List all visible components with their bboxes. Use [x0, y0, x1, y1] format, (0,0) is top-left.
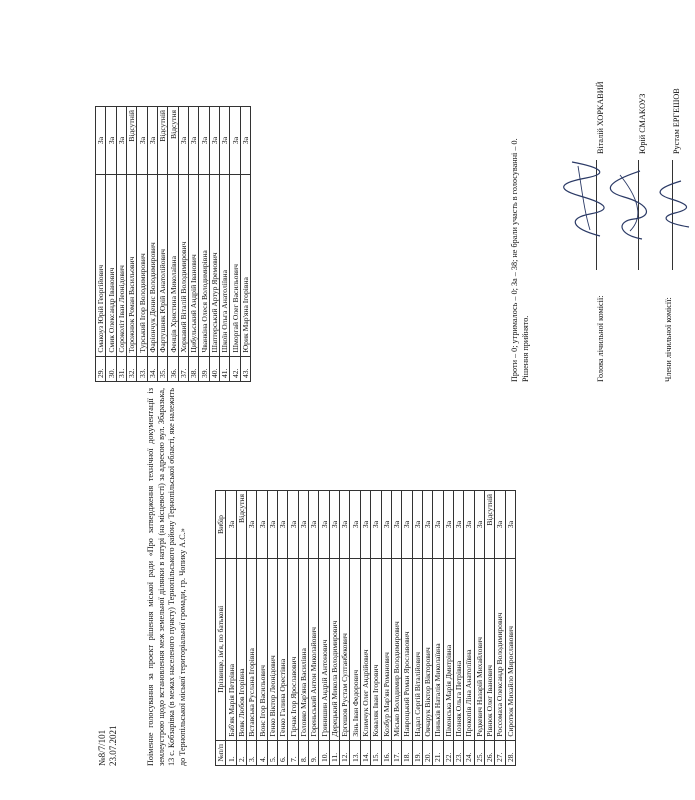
vote-choice: За [329, 491, 339, 559]
table-row [288, 491, 298, 766]
row-number: 2. [236, 740, 246, 765]
deputy-name: Шкоїн Ольга Анатоліївна [220, 175, 230, 357]
table-row [199, 107, 209, 382]
column-header-number: №п/п [216, 740, 226, 765]
vote-choice: За [278, 491, 288, 559]
vote-choice: За [226, 491, 236, 559]
deputy-name: Смакоуз Юрій Георгійович [96, 175, 106, 357]
table-row [474, 491, 484, 766]
table-row [412, 491, 422, 766]
deputy-name: Фенців Христина Миколаївна [168, 175, 178, 357]
vote-choice: За [189, 107, 199, 175]
row-number: 23. [453, 740, 463, 765]
row-number: 27. [495, 740, 505, 765]
chair-name: Віталій ХОРКАВИЙ [596, 81, 605, 154]
deputy-name: Смик Олександр Іванович [106, 175, 116, 357]
row-number: 10. [319, 740, 329, 765]
row-number: 25. [474, 740, 484, 765]
row-number: 24. [464, 740, 474, 765]
vote-choice: За [381, 491, 391, 559]
vote-choice: За [178, 107, 188, 175]
row-number: 15. [371, 740, 381, 765]
row-number: 31. [116, 356, 126, 381]
vote-choice: За [340, 491, 350, 559]
deputy-name: Коваляк Іван Ігорович [371, 559, 381, 741]
row-number: 30. [106, 356, 116, 381]
deputy-name: Пімонська Марія Дмитрівна [443, 559, 453, 741]
vote-table-part-1 [215, 490, 516, 766]
row-number: 3. [247, 740, 257, 765]
vote-choice: За [220, 107, 230, 175]
row-number: 33. [137, 356, 147, 381]
vote-choice: Відсутній [158, 107, 168, 175]
deputy-name: Редкевич Назарій Михайлович [474, 559, 484, 741]
table-row [168, 107, 178, 382]
deputy-name: Вставська Руслана Ігорівна [247, 559, 257, 741]
deputy-name: Зінь Іван Федорович [350, 559, 360, 741]
deputy-name: Россомаха Олександр Володимирович [495, 559, 505, 741]
vote-choice: За [288, 491, 298, 559]
vote-choice: За [495, 491, 505, 559]
vote-choice: За [402, 491, 412, 559]
table-row [391, 491, 401, 766]
vote-choice: Відсутня [168, 107, 178, 175]
deputy-name: Баб'як Марія Петрівна [226, 559, 236, 741]
vote-choice: За [319, 491, 329, 559]
row-number: 40. [209, 356, 219, 381]
deputy-name: Сиротюк Михайло Мирославович [505, 559, 515, 741]
column-header-vote: Вибір [216, 491, 226, 559]
member2-name: Рустам ЕРГЕШОВ [672, 88, 681, 154]
vote-summary [510, 82, 531, 382]
table-row [319, 491, 329, 766]
table-row [106, 107, 116, 382]
row-number: 19. [412, 740, 422, 765]
table-row [247, 491, 257, 766]
table-row [298, 491, 308, 766]
member2-handwritten-signature [655, 175, 695, 235]
vote-counts: Проти – 0; утрималось – 0; За – 38; не брали участь в голосуванні – 0. [510, 138, 519, 382]
deputy-name: Гринишин Андрій Антонович [319, 559, 329, 741]
vote-choice: За [433, 491, 443, 559]
deputy-name: Головко Мар'яна Василівна [298, 559, 308, 741]
vote-table-part-2 [95, 106, 251, 382]
row-number: 20. [422, 740, 432, 765]
row-number: 42. [230, 356, 240, 381]
vote-choice: За [505, 491, 515, 559]
row-number: 1. [226, 740, 236, 765]
vote-choice: За [309, 491, 319, 559]
deputy-name: Позняк Ольга Петрівна [453, 559, 463, 741]
deputy-name: Надал Сергій Віталійович [412, 559, 422, 741]
deputy-name: Климчук Олег Андрійович [360, 559, 370, 741]
vote-choice: За [209, 107, 219, 175]
table-row [220, 107, 230, 382]
table-row [484, 491, 494, 766]
deputy-name: Чванкіна Олеся Володимирівна [199, 175, 209, 357]
chair-handwritten-signature [560, 160, 610, 240]
deputy-name: Ергешов Рустам Султанбекович [340, 559, 350, 741]
deputy-name: Турський Ігор Володимирович [137, 175, 147, 357]
vote-choice: За [147, 107, 157, 175]
vote-choice: За [106, 107, 116, 175]
table-row [309, 491, 319, 766]
deputy-name: Фаріончук Денис Володимирович [147, 175, 157, 357]
deputy-name: Вовк Любов Ігорівна [236, 559, 246, 741]
vote-choice: За [137, 107, 147, 175]
vote-choice: За [116, 107, 126, 175]
deputy-name: Генко Віктор Леонідович [267, 559, 277, 741]
vote-choice: За [453, 491, 463, 559]
members-role: Члени лічильної комісії: [664, 297, 673, 382]
deputy-name: Шаптерський Артур Яремович [209, 175, 219, 357]
row-number: 7. [288, 740, 298, 765]
table-row [127, 107, 137, 382]
member1-name: Юрій СМАКОУЗ [638, 93, 647, 154]
table-row [178, 107, 188, 382]
deputy-name: Генко Галина Орестівна [278, 559, 288, 741]
vote-choice: За [474, 491, 484, 559]
member1-handwritten-signature [610, 165, 655, 245]
table-row [230, 107, 240, 382]
deputy-name: Сороколіт Іван Леонідович [116, 175, 126, 357]
vote-choice: За [240, 107, 250, 175]
table-row [278, 491, 288, 766]
vote-choice: За [257, 491, 267, 559]
deputy-name: Пиньків Наталія Миколаївна [433, 559, 443, 741]
document-date: 23.07.2021 [108, 725, 118, 766]
vote-choice: За [443, 491, 453, 559]
row-number: 4. [257, 740, 267, 765]
table-row [240, 107, 250, 382]
row-number: 26. [484, 740, 494, 765]
deputy-name: Гірчак Ігор Ярославович [288, 559, 298, 741]
table-row [209, 107, 219, 382]
vote-choice: За [230, 107, 240, 175]
row-number: 13. [350, 740, 360, 765]
document-id [97, 726, 119, 767]
row-number: 5. [267, 740, 277, 765]
vote-choice: Відсутній [127, 107, 137, 175]
vote-choice: За [422, 491, 432, 559]
table-row [453, 491, 463, 766]
table-row [137, 107, 147, 382]
table-row [96, 107, 106, 382]
vote-choice: За [199, 107, 209, 175]
table-row [505, 491, 515, 766]
deputy-name: Шморгай Олег Васильович [230, 175, 240, 357]
vote-choice: За [464, 491, 474, 559]
vote-choice: Відсутній [484, 491, 494, 559]
deputy-name: Цибульський Андрій Іванович [189, 175, 199, 357]
table-row [329, 491, 339, 766]
row-number: 6. [278, 740, 288, 765]
table-row [360, 491, 370, 766]
vote-choice: За [298, 491, 308, 559]
row-number: 43. [240, 356, 250, 381]
decision-result: Рішення прийнято. [520, 315, 530, 382]
deputy-name: Прокопів Ліна Анатоліївна [464, 559, 474, 741]
row-number: 8. [298, 740, 308, 765]
table-header-row [216, 491, 226, 766]
row-number: 28. [505, 740, 515, 765]
table-row [226, 491, 236, 766]
vote-choice: Відсутня [236, 491, 246, 559]
table-row [116, 107, 126, 382]
vote-choice: За [267, 491, 277, 559]
vote-choice: За [247, 491, 257, 559]
vote-choice: За [350, 491, 360, 559]
deputy-name: Навроцький Роман Ярославович [402, 559, 412, 741]
deputy-name: Овчарук Віктор Вікторович [422, 559, 432, 741]
row-number: 9. [309, 740, 319, 765]
table-row [464, 491, 474, 766]
table-row [443, 491, 453, 766]
deputy-name: Торожнюк Роман Васильович [127, 175, 137, 357]
vote-choice: За [412, 491, 422, 559]
vote-choice: За [371, 491, 381, 559]
deputy-name: Місько Володимир Володимирович [391, 559, 401, 741]
deputy-name: Рівнюк Олег Іванович [484, 559, 494, 741]
deputy-name: Юрик Мар'яна Ігорівна [240, 175, 250, 357]
deputy-name: Козбур Мар'ян Романович [381, 559, 391, 741]
deputy-name: Дерецький Микола Володимирович [329, 559, 339, 741]
row-number: 36. [168, 356, 178, 381]
row-number: 21. [433, 740, 443, 765]
row-number: 11. [329, 740, 339, 765]
table-row [422, 491, 432, 766]
deputy-name: Вонс Ігор Васильович [257, 559, 267, 741]
chair-role: Голова лічильної комісії: [596, 295, 605, 382]
table-row [371, 491, 381, 766]
deputy-name: Гореньський Антон Миколайович [309, 559, 319, 741]
row-number: 38. [189, 356, 199, 381]
vote-choice: За [391, 491, 401, 559]
table-row [147, 107, 157, 382]
row-number: 16. [381, 740, 391, 765]
table-row [350, 491, 360, 766]
row-number: 41. [220, 356, 230, 381]
table-row [495, 491, 505, 766]
column-header-name: Прізвище, ім'я, по батькові [216, 559, 226, 741]
intro-paragraph: Поіменне голосування за проєкт рішення міської ради «Про затвердження технічної документації із землеустрою щодо встановлення меж земельної ділянки в натурі (на місцевості) за адресою вул. Збаразька, 13 с. Кобзарівка (в межах населеного пункту) Тернопільського району Тернопільської області, яке належить до Тернопільської міської територіальної громади, гр. Чопику А.С.» [146, 388, 187, 766]
table-row [381, 491, 391, 766]
row-number: 32. [127, 356, 137, 381]
vote-choice: За [96, 107, 106, 175]
row-number: 14. [360, 740, 370, 765]
table-row [236, 491, 246, 766]
table-row [433, 491, 443, 766]
row-number: 35. [158, 356, 168, 381]
row-number: 37. [178, 356, 188, 381]
row-number: 12. [340, 740, 350, 765]
document-number: №8/7/101 [97, 729, 107, 766]
table-row [267, 491, 277, 766]
vote-choice: За [360, 491, 370, 559]
table-row [257, 491, 267, 766]
row-number: 18. [402, 740, 412, 765]
table-row [402, 491, 412, 766]
table-row [189, 107, 199, 382]
row-number: 22. [443, 740, 453, 765]
row-number: 29. [96, 356, 106, 381]
table-row [340, 491, 350, 766]
deputy-name: Фартушняк Юрій Анатолійович [158, 175, 168, 357]
table-row [158, 107, 168, 382]
deputy-name: Хоркавий Віталій Володимирович [178, 175, 188, 357]
row-number: 17. [391, 740, 401, 765]
row-number: 39. [199, 356, 209, 381]
row-number: 34. [147, 356, 157, 381]
